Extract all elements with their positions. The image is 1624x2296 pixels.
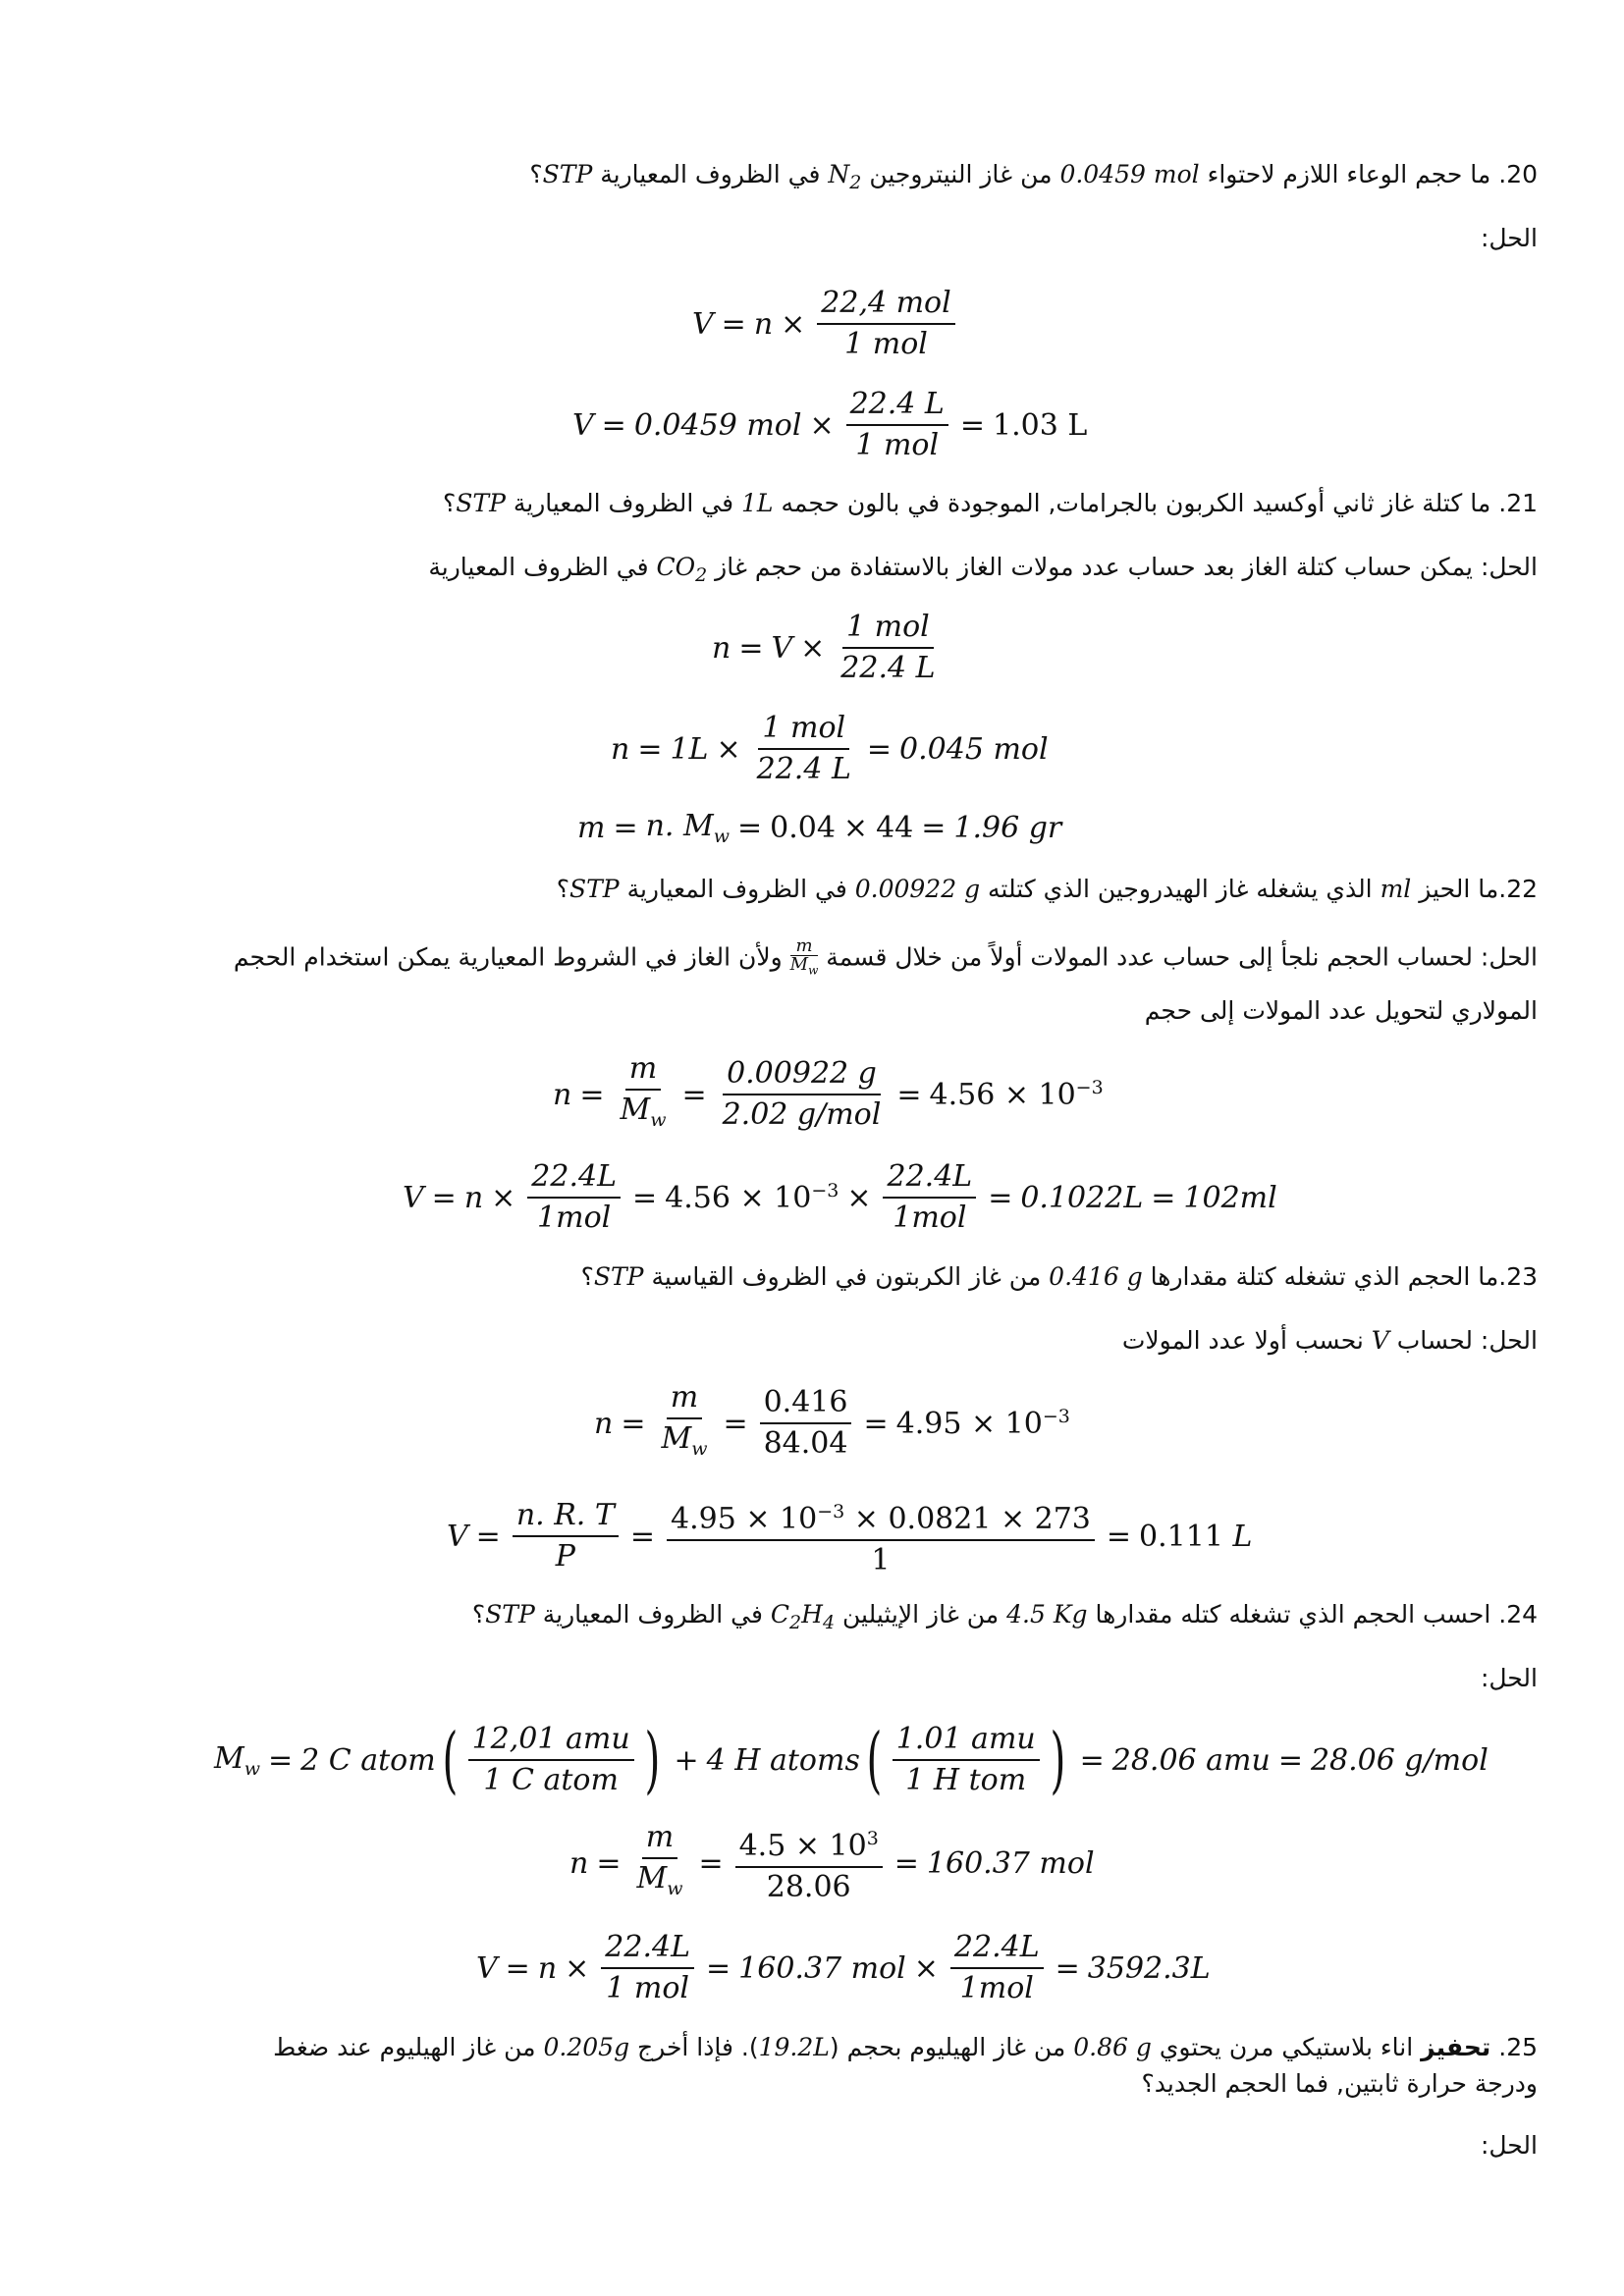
equation-21-2: n = 1L × $\frac{\text{1 mol}}{22.4 L}$ = 0.045 mol xyxy=(611,711,1049,786)
solution-text-22-line2: المولاري لتحويل عدد المولات إلى حجم xyxy=(1144,996,1538,1025)
question-number: 24. xyxy=(1498,1600,1538,1629)
equation-22-2: V = n × $\frac{22.4L}{\text{1mol}}$ = $4.56 \times 10^{-3}$ × $\frac{22.4L}{\text{1mol}}$ = 0.1022L = 102ml xyxy=(403,1159,1277,1235)
question-22: 22.ما الحيز ml الذي يشغله غاز الهيدروجين الذي كتلته 0.00922 g في الظروف المعيارية STP؟ xyxy=(556,875,1538,903)
question-23: 23.ما الحجم الذي تشغله كتلة مقدارها 0.416 g من غاز الكربتون في الظروف القياسية STP؟ xyxy=(580,1262,1538,1291)
question-number: 20. xyxy=(1498,160,1538,188)
equation-21-3: m = n. $M_w$ = 0.04 × 44 = 1.96 gr xyxy=(577,808,1062,847)
solution-text-22-line1: الحل: لحساب الحجم نلجأ إلى حساب عدد المولات أولاً من خلال قسمة $\frac{m}{M_w}$ ولأن الغاز في الشروط المعيارية يمكن استخدام الحجم xyxy=(233,935,1538,978)
equation-24-3: V = n × $\frac{22.4L}{\text{1 mol}}$ = 160.37 mol × $\frac{22.4L}{\text{1mol}}$ = 3592.3L xyxy=(476,1930,1211,2005)
solution-label: الحل: xyxy=(1480,2131,1538,2160)
question-21: 21. ما كتلة غاز ثاني أوكسيد الكربون بالجرامات, الموجودة في بالون حجمه 1L في الظروف المعيارية STP؟ xyxy=(442,489,1538,517)
equation-24-1: $M_w$ = 2 C atom ( $\frac{\text{12,01 amu}}{\text{1 C atom}}$ ) + 4 H atoms ( $\frac{\text{1.01 amu}}{\text{1 H tom}}$ ) = 28.06 amu = 28.06 g/mol xyxy=(214,1718,1489,1802)
equation-20-2: V = 0.0459 mol × $\frac{22.4 L}{\text{1 mol}}$ = 1.03 L xyxy=(572,387,1088,462)
solution-label: الحل: xyxy=(1480,1664,1538,1692)
equation-24-2: n = $\frac{m}{M_w}$ = $\frac{4.5 \times 10^3}{28.06}$ = 160.37 mol xyxy=(569,1820,1095,1904)
question-25-line2: ودرجة حرارة ثابتين, فما الحجم الجديد؟ xyxy=(1141,2069,1538,2098)
question-number: 25. xyxy=(1498,2033,1538,2061)
question-20: 20. ما حجم الوعاء اللازم لاحتواء 0.0459 mol من غاز النيتروجين $N_2$ في الظروف المعيارية STP؟ xyxy=(529,160,1538,193)
question-number: 22. xyxy=(1498,875,1538,903)
question-number: 23. xyxy=(1498,1262,1538,1291)
equation-23-1: n = $\frac{m}{M_w}$ = $\frac{0.416}{84.04}$ = $4.95 \times 10^{-3}$ xyxy=(594,1380,1070,1461)
solution-text-21: الحل: يمكن حساب كتلة الغاز بعد حساب عدد مولات الغاز بالاستفادة من حجم غاز $CO_2$ في الظروف المعيارية xyxy=(428,553,1538,586)
equation-22-1: n = $\frac{m}{M_w}$ = $\frac{0.00922 g}{\text{2.02 g/mol}}$ = $4.56 \times 10^{-3}$ xyxy=(553,1051,1104,1132)
equation-23-2: V = $\frac{n. R. T}{P}$ = $\frac{4.95 \times 10^{-3} \times 0.0821 \times 273}{1}$ = 0.111 L xyxy=(447,1492,1252,1580)
bold-keyword: تحفيز xyxy=(1421,2033,1491,2061)
solution-label: الحل: xyxy=(1480,224,1538,252)
question-number: 21. xyxy=(1498,489,1538,517)
equation-20-1: V = n × $\frac{\text{22,4 mol}}{\text{1 mol}}$ xyxy=(692,280,959,368)
question-25-line1: 25. تحفيز اناء بلاستيكي مرن يحتوي 0.86 g من غاز الهيليوم بحجم (19.2L). فإذا أخرج 0.205g من غاز الهيليوم عند ضغط xyxy=(273,2033,1538,2061)
solution-text-23: الحل: لحساب V نحسب أولا عدد المولات xyxy=(1121,1326,1538,1355)
equation-21-1: n = V × $\frac{\text{1 mol}}{22.4 L}$ xyxy=(712,610,936,685)
question-24: 24. احسب الحجم الذي تشغله كتله مقدارها 4.5 Kg من غاز الإيثيلين $C_2H_4$ في الظروف المعيارية STP؟ xyxy=(471,1600,1538,1633)
